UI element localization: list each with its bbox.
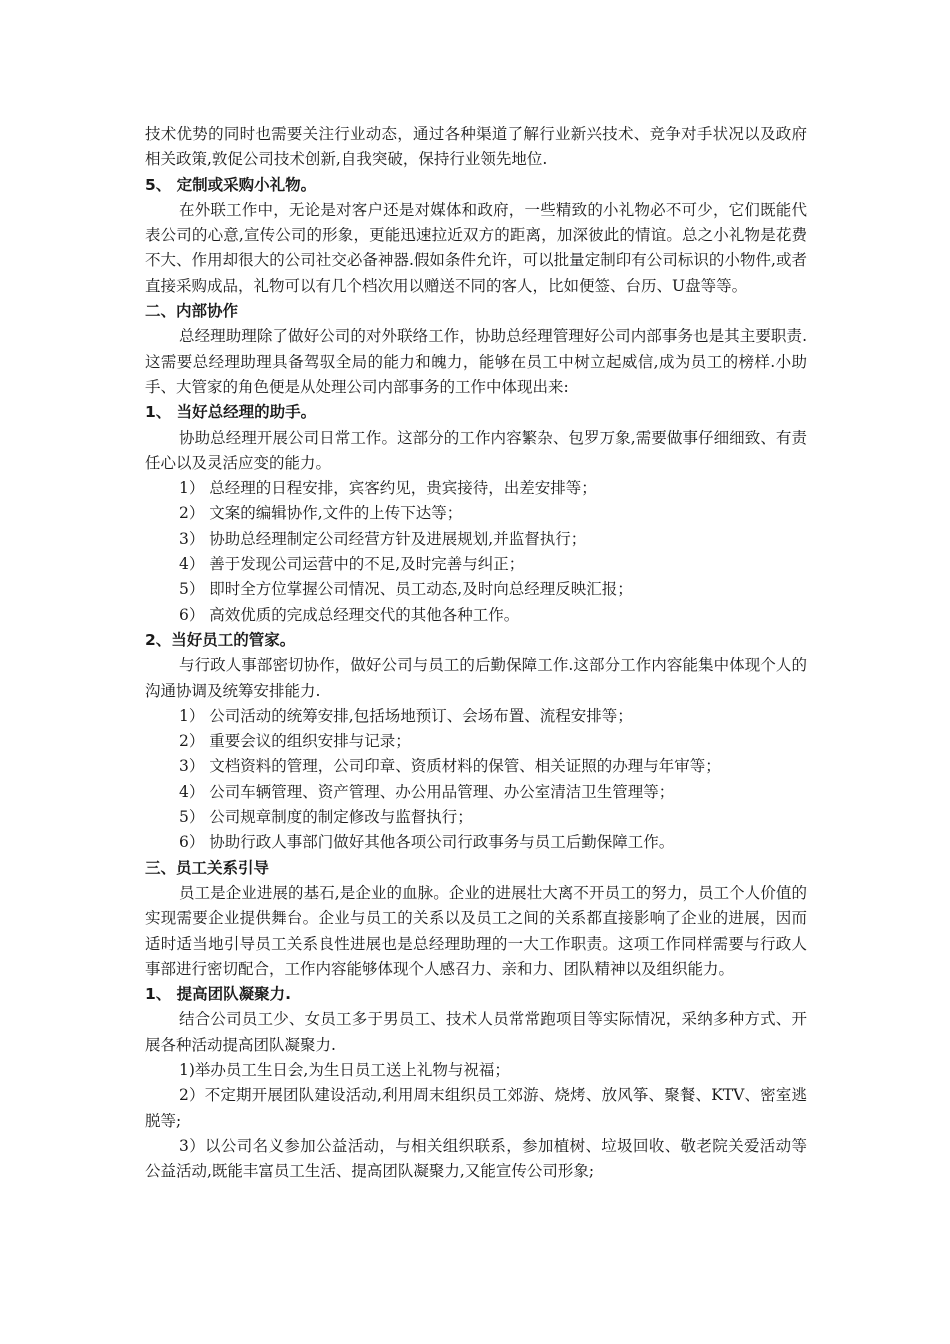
paragraph: 在外联工作中，无论是对客户还是对媒体和政府，一些精致的小礼物必不可少，它们既能代表公司的心意,宣传公司的形象，更能迅速拉近双方的距离，加深彼此的情谊。总之小礼物是花费不大、作用却很大的公司社交必备神器.假如条件允许，可以批量定制印有公司标识的小物件,或者直接采购成品，礼物可以有几个档次用以赠送不同的客人，比如便签、台历、U盘等等。: [145, 200, 807, 295]
list-item: 1)举办员工生日会,为生日员工送上礼物与祝福；: [179, 1060, 510, 1079]
subsection-heading: 2、当好员工的管家。: [145, 630, 296, 649]
list-item: 2） 文案的编辑协作,文件的上传下达等；: [179, 504, 463, 523]
list-item: 3） 协助总经理制定公司经营方针及进展规划,并监督执行；: [179, 529, 587, 548]
list-item: 2） 重要会议的组织安排与记录；: [179, 732, 411, 751]
subsection-heading: 1、 当好总经理的助手。: [145, 403, 317, 422]
document-page: [145, 122, 807, 1184]
list-item: 6） 高效优质的完成总经理交代的其他各种工作。: [179, 605, 520, 624]
list-item: 1） 总经理的日程安排，宾客约见，贵宾接待，出差安排等；: [179, 479, 597, 498]
paragraph: 员工是企业进展的基石,是企业的血脉。企业的进展壮大离不开员工的努力，员工个人价值的实现需要企业提供舞台。企业与员工的关系以及员工之间的关系都直接影响了企业的进展，因而适时适当地引导员工关系良性进展也是总经理助理的一大工作职责。这项工作同样需要与行政人事部进行密切配合，工作内容能够体现个人感召力、亲和力、团队精神以及组织能力。: [145, 883, 807, 978]
list-item: 4） 公司车辆管理、资产管理、办公用品管理、办公室清洁卫生管理等；: [179, 782, 675, 801]
list-item: 1） 公司活动的统筹安排,包括场地预订、会场布置、流程安排等；: [179, 706, 633, 725]
list-item: 6） 协助行政人事部门做好其他各项公司行政事务与员工后勤保障工作。: [179, 833, 675, 852]
list-item: 4） 善于发现公司运营中的不足,及时完善与纠正；: [179, 555, 525, 574]
paragraph: 协助总经理开展公司日常工作。这部分的工作内容繁杂、包罗万象,需要做事仔细细致、有责任心以及灵活应变的能力。: [145, 428, 807, 472]
subsection-heading: 5、 定制或采购小礼物。: [145, 175, 317, 194]
paragraph: 结合公司员工少、女员工多于男员工、技术人员常常跑项目等实际情况，采纳多种方式、开展各种活动提高团队凝聚力.: [145, 1010, 807, 1054]
paragraph: 技术优势的同时也需要关注行业动态，通过各种渠道了解行业新兴技术、竞争对手状况以及政府相关政策,敦促公司技术创新,自我突破，保持行业领先地位.: [145, 125, 807, 169]
list-item: 2）不定期开展团队建设活动,利用周末组织员工郊游、烧烤、放风筝、聚餐、KTV、密室逃脱等;: [145, 1086, 807, 1130]
paragraph: 与行政人事部密切协作，做好公司与员工的后勤保障工作.这部分工作内容能集中体现个人的沟通协调及统筹安排能力.: [145, 656, 807, 700]
paragraph: 总经理助理除了做好公司的对外联络工作，协助总经理管理好公司内部事务也是其主要职责.这需要总经理助理具备驾驭全局的能力和魄力，能够在员工中树立起威信,成为员工的榜样.小助手、大管家的角色便是从处理公司内部事务的工作中体现出来:: [145, 327, 807, 396]
section-heading: 二、内部协作: [145, 302, 239, 321]
list-item: 3） 文档资料的管理，公司印章、资质材料的保管、相关证照的办理与年审等；: [179, 757, 721, 776]
section-heading: 三、员工关系引导: [145, 858, 270, 877]
list-item: 3）以公司名义参加公益活动，与相关组织联系，参加植树、垃圾回收、敬老院关爱活动等公益活动,既能丰富员工生活、提高团队凝聚力,又能宣传公司形象;: [145, 1136, 807, 1181]
list-item: 5） 即时全方位掌握公司情况、员工动态,及时向总经理反映汇报；: [179, 580, 633, 599]
list-item: 5） 公司规章制度的制定修改与监督执行；: [179, 808, 473, 827]
subsection-heading: 1、 提高团队凝聚力.: [145, 985, 292, 1004]
